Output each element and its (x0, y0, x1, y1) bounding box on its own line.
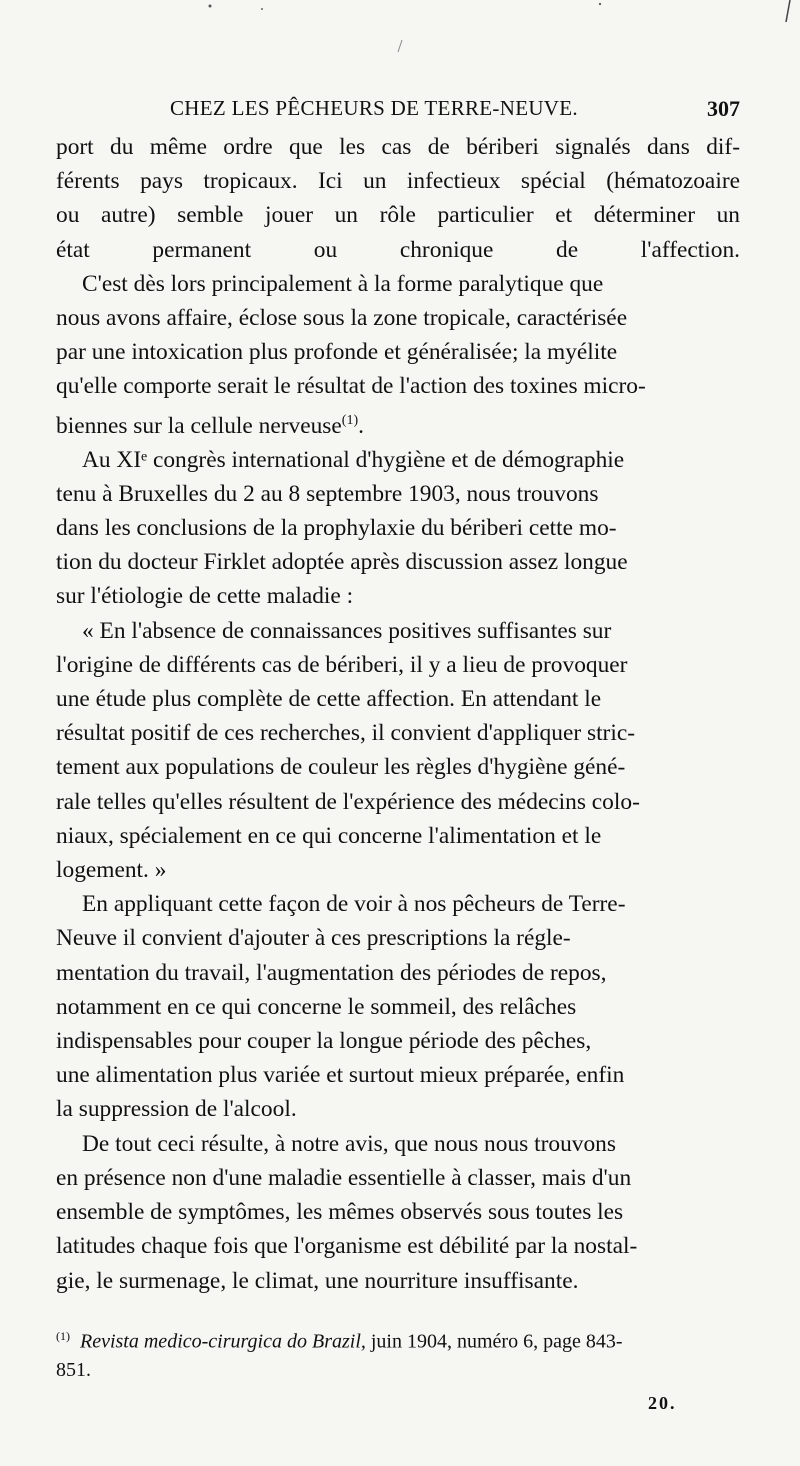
text-line: l'origine de différents cas de bériberi, il y a lieu de provoquer (56, 651, 628, 678)
text-line: latitudes chaque fois que l'organisme est débilité par la nostal- (56, 1233, 638, 1260)
running-title: CHEZ LES PÊCHEURS DE TERRE-NEUVE. (170, 96, 578, 120)
text-line: dans les conclusions de la prophylaxie du bériberi cette mo- (56, 515, 617, 542)
text-line: une alimentation plus variée et surtout mieux préparée, enfin (56, 1062, 625, 1089)
text-line: en présence non d'une maladie essentielle à classer, mais d'un (56, 1164, 632, 1191)
paragraph-6 (56, 1127, 740, 1298)
text-line: logement. » (56, 857, 167, 884)
text-line: ensemble de symptômes, les mêmes observés sous toutes les (56, 1199, 624, 1226)
paragraph-3 (56, 443, 740, 614)
text-line: par une intoxication plus profonde et généralisée; la myélite (56, 339, 618, 366)
text-line: De tout ceci résulte, à notre avis, que nous nous trouvons (82, 1130, 616, 1157)
text-line: gie, le surmenage, le climat, une nourriture insuffisante. (56, 1267, 579, 1294)
body-text (56, 130, 740, 1298)
text-line: rale telles qu'elles résultent de l'expérience des médecins colo- (56, 788, 640, 815)
text-line: tement aux populations de couleur les règles d'hygiène géné- (56, 754, 626, 781)
text-line: Neuve il convient d'ajouter à ces prescriptions la régle- (56, 925, 571, 952)
footnote-reference: (1) (341, 412, 359, 428)
text-line: état permanent ou chronique de l'affection. (56, 236, 740, 263)
text-line: tenu à Bruxelles du 2 au 8 septembre 1903, nous trouvons (56, 480, 599, 507)
text-line: la suppression de l'alcool. (56, 1096, 297, 1123)
paragraph-2 (56, 267, 740, 443)
text-line: résultat positif de ces recherches, il convient d'appliquer stric- (56, 720, 636, 747)
paragraph-1 (56, 130, 740, 267)
footnote-number: (1) (56, 1329, 70, 1343)
footnote-text: juin 1904, numéro 6, page 843- (365, 1330, 623, 1353)
paper-specks (0, 0, 800, 60)
signature-mark: 20. (648, 1393, 677, 1413)
sentence-period: . (358, 412, 364, 439)
footnote (56, 1322, 740, 1384)
text-line: indispensables pour couper la longue période des pêches, (56, 1028, 592, 1055)
text-line: niaux, spécialement en ce qui concerne l'alimentation et le (56, 822, 602, 849)
footnote-text-cont: 851. (56, 1358, 91, 1381)
paragraph-5 (56, 887, 740, 1126)
page-number: 307 (707, 96, 740, 121)
text-line: Au XIᵉ congrès international d'hygiène et de démographie (82, 446, 625, 473)
text-line: C'est dès lors principalement à la forme paralytique que (82, 270, 604, 297)
text-line: « En l'absence de connaissances positives suffisantes sur (82, 617, 612, 644)
footnote-journal: Revista medico-cirurgica do Brazil, (80, 1330, 366, 1353)
text-line: une étude plus complète de cette affection. En attendant le (56, 686, 602, 713)
text-line: nous avons affaire, éclose sous la zone tropicale, caractérisée (56, 305, 628, 332)
text-line: férents pays tropicaux. Ici un infectieux spécial (hématozoaire (56, 168, 740, 195)
text-line: mentation du travail, l'augmentation des périodes de repos, (56, 959, 607, 986)
text-line: qu'elle comporte serait le résultat de l'action des toxines micro- (56, 373, 646, 400)
text-line: port du même ordre que les cas de bériberi signalés dans dif- (56, 134, 740, 160)
paragraph-quote (56, 614, 740, 888)
text-line: tion du docteur Firklet adoptée après discussion assez longue (56, 549, 628, 576)
text-line: ou autre) semble jouer un rôle particulier et déterminer un (56, 202, 740, 229)
text-line: En appliquant cette façon de voir à nos pêcheurs de Terre- (82, 891, 626, 918)
text-line: biennes sur la cellule nerveuse (56, 412, 342, 439)
text-line: sur l'étiologie de cette maladie : (56, 583, 354, 610)
text-line: notamment en ce qui concerne le sommeil, des relâches (56, 993, 577, 1020)
